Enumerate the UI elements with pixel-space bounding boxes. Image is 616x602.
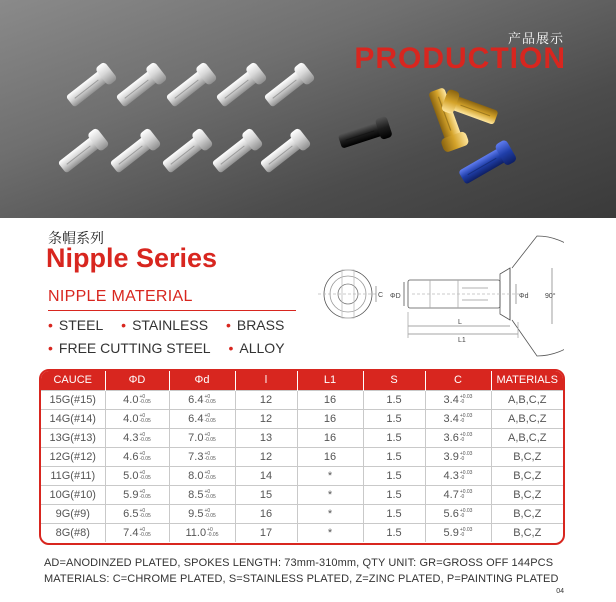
table-cell: 15 (235, 485, 297, 504)
tolerance-lower: -0 (459, 474, 465, 481)
series-title: Nipple Series (46, 243, 218, 273)
cell-value: 5.9 (123, 488, 139, 501)
cell-value: 6.4 (188, 393, 204, 406)
table-cell: * (297, 523, 363, 542)
tolerance-lower: -0.05 (207, 531, 219, 538)
table-cell (425, 428, 491, 447)
table-cell: B,C,Z (491, 485, 563, 504)
cell-value: 5.6 (443, 507, 459, 520)
table-cell: 9G(#9) (41, 504, 105, 523)
table-cell: A,B,C,Z (491, 428, 563, 447)
cell-value: 4.0 (123, 412, 139, 425)
tolerance (460, 452, 473, 462)
table-row (41, 523, 563, 542)
table-cell: 1.5 (363, 428, 425, 447)
table-cell (169, 466, 235, 485)
tolerance (139, 395, 150, 405)
tolerance (460, 528, 473, 538)
material-label: FREE CUTTING STEEL (58, 340, 211, 356)
cell-value: 4.6 (123, 450, 139, 463)
tolerance (460, 414, 473, 424)
table-cell: 8G(#8) (41, 523, 105, 542)
table-cell: 16 (297, 390, 363, 409)
tolerance-upper: +0.03 (459, 526, 473, 533)
bullet-icon: • (48, 317, 53, 333)
tolerance-upper: +0 (204, 450, 211, 457)
tolerance-upper: +0 (139, 412, 146, 419)
tolerance-lower: -0 (459, 398, 465, 405)
hero-banner (0, 0, 616, 218)
tolerance-lower: -0.05 (139, 493, 151, 500)
tolerance-lower: -0.05 (139, 417, 151, 424)
table-cell: 1.5 (363, 523, 425, 542)
tolerance-lower: -0 (459, 455, 465, 462)
tolerance-lower: -0.05 (204, 436, 216, 443)
page-number: 04 (556, 588, 564, 595)
cell-value: 7.4 (123, 526, 139, 539)
tolerance (204, 490, 215, 500)
tolerance-lower: -0.05 (139, 455, 151, 462)
tolerance (204, 414, 215, 424)
diagram-label-l: L (458, 319, 462, 326)
tolerance-lower: -0 (459, 417, 465, 424)
material-divider (48, 310, 296, 311)
table-cell (169, 504, 235, 523)
table-cell: B,C,Z (491, 466, 563, 485)
table-cell: 1.5 (363, 447, 425, 466)
tolerance-lower: -0 (459, 512, 465, 519)
material-label: STEEL (58, 317, 104, 333)
table-cell: 16 (297, 428, 363, 447)
table-cell: 10G(#10) (41, 485, 105, 504)
table-cell: 13 (235, 428, 297, 447)
table-cell: 1.5 (363, 409, 425, 428)
tolerance-upper: +0 (139, 526, 146, 533)
cell-value: 9.5 (188, 507, 204, 520)
tolerance (460, 433, 473, 443)
tolerance-upper: +0 (139, 507, 146, 514)
table-cell: * (297, 466, 363, 485)
nipple-technical-drawing (312, 228, 564, 364)
table-row (41, 409, 563, 428)
table-cell (425, 390, 491, 409)
table-cell: 1.5 (363, 504, 425, 523)
tolerance-lower: -0 (459, 436, 465, 443)
tolerance (139, 414, 150, 424)
tolerance-upper: +0.03 (459, 450, 473, 457)
tolerance-upper: +0 (204, 488, 211, 495)
diagram-label-big-d: ΦD (390, 293, 401, 300)
table-cell: 16 (235, 504, 297, 523)
table-cell: B,C,Z (491, 523, 563, 542)
tolerance (460, 509, 473, 519)
col-header-c: C (425, 371, 491, 390)
cell-value: 8.0 (188, 469, 204, 482)
tolerance-upper: +0 (204, 412, 211, 419)
col-header-materials: MATERIALS (491, 371, 563, 390)
tolerance-upper: +0 (204, 393, 211, 400)
table-row (41, 447, 563, 466)
material-item (48, 314, 103, 337)
col-header-l: l (235, 371, 297, 390)
table-cell: 12 (235, 447, 297, 466)
cell-value: 8.5 (188, 488, 204, 501)
table-cell: 1.5 (363, 485, 425, 504)
table-cell: 16 (297, 409, 363, 428)
table-row (41, 504, 563, 523)
tolerance-lower: -0 (459, 531, 465, 538)
table-cell: 12 (235, 390, 297, 409)
table-cell (105, 390, 169, 409)
col-header-big-d: ΦD (105, 371, 169, 390)
series-subtitle: 条帽系列 (48, 230, 104, 246)
bullet-icon: • (225, 317, 231, 333)
table-row (41, 485, 563, 504)
tolerance-upper: +0 (207, 526, 213, 533)
table-cell: * (297, 504, 363, 523)
tolerance-upper: +0.03 (459, 431, 473, 438)
cell-value: 11.0 (185, 526, 207, 539)
tolerance-lower: -0.05 (204, 512, 216, 519)
table-cell (425, 485, 491, 504)
cell-value: 3.9 (443, 450, 459, 463)
table-cell: 14G(#14) (41, 409, 105, 428)
col-header-l1: L1 (297, 371, 363, 390)
material-item (226, 314, 284, 337)
tolerance-lower: -0.05 (139, 512, 151, 519)
tolerance-upper: +0 (139, 488, 146, 495)
footnote-materials: MATERIALS: C=CHROME PLATED, S=STAINLESS PLATED, Z=ZINC PLATED, P=PAINTING PLATED (44, 573, 559, 585)
tolerance (204, 452, 215, 462)
cell-value: 7.3 (188, 450, 204, 463)
cell-value: 4.3 (123, 431, 139, 444)
table-header-row (41, 371, 563, 390)
tolerance (204, 433, 215, 443)
bullet-icon: • (48, 340, 53, 356)
material-list (48, 314, 318, 360)
table-cell: A,B,C,Z (491, 390, 563, 409)
table-cell: 15G(#15) (41, 390, 105, 409)
material-label: ALLOY (239, 340, 285, 356)
cell-value: 6.5 (123, 507, 139, 520)
tolerance (460, 490, 473, 500)
tolerance (204, 509, 215, 519)
table-cell (169, 485, 235, 504)
tolerance-upper: +0 (139, 469, 146, 476)
tolerance (139, 471, 150, 481)
diagram-label-l1: L1 (458, 337, 466, 344)
tolerance-upper: +0 (139, 450, 146, 457)
hero-subtitle: 产品展示 (507, 31, 564, 46)
table-cell: 13G(#13) (41, 428, 105, 447)
table-cell (105, 523, 169, 542)
table-cell (105, 466, 169, 485)
tolerance-lower: -0.05 (204, 474, 216, 481)
tolerance-lower: -0.05 (139, 436, 151, 443)
table-cell: 12 (235, 409, 297, 428)
tolerance (139, 433, 150, 443)
tolerance-upper: +0.03 (459, 488, 473, 495)
tolerance-upper: +0.03 (459, 469, 473, 476)
cell-value: 3.6 (443, 431, 459, 444)
table-cell (425, 466, 491, 485)
material-label: STAINLESS (132, 317, 209, 333)
col-header-s: S (363, 371, 425, 390)
footnote-abbreviations: AD=ANODINZED PLATED, SPOKES LENGTH: 73mm-310mm, QTY UNIT: GR=GROSS OFF 144PCS (44, 557, 554, 569)
cell-value: 7.0 (188, 431, 204, 444)
diagram-label-small-d: Φd (519, 293, 529, 300)
table-cell (105, 409, 169, 428)
tolerance-lower: -0.05 (204, 493, 216, 500)
tolerance (460, 395, 473, 405)
tolerance (460, 471, 473, 481)
tolerance-lower: -0.05 (204, 455, 216, 462)
col-header-gauge: CAUCE (41, 371, 105, 390)
material-heading: NIPPLE MATERIAL (48, 288, 193, 305)
tolerance (204, 395, 215, 405)
tolerance-upper: +0 (139, 431, 146, 438)
table-cell: 12G(#12) (41, 447, 105, 466)
cell-value: 6.4 (188, 412, 204, 425)
table-cell: 17 (235, 523, 297, 542)
bullet-icon: • (121, 317, 127, 333)
table-cell (169, 447, 235, 466)
table-cell: B,C,Z (491, 504, 563, 523)
tolerance-upper: +0 (139, 393, 146, 400)
diagram-label-c: C (378, 292, 384, 299)
diagram-label-angle: 90° (545, 293, 556, 300)
bullet-icon: • (228, 340, 234, 356)
table-cell: 1.5 (363, 466, 425, 485)
table-cell: 11G(#11) (41, 466, 105, 485)
tolerance-upper: +0.03 (459, 393, 473, 400)
tolerance-upper: +0 (204, 507, 211, 514)
table-cell (169, 523, 235, 542)
table-cell: B,C,Z (491, 447, 563, 466)
tolerance-upper: +0.03 (459, 412, 473, 419)
material-label: BRASS (236, 317, 285, 333)
table-row (41, 466, 563, 485)
table-cell: * (297, 485, 363, 504)
tolerance (204, 471, 215, 481)
tolerance (139, 490, 150, 500)
col-header-small-d: Φd (169, 371, 235, 390)
table-cell (169, 409, 235, 428)
table-cell: 16 (297, 447, 363, 466)
tolerance-lower: -0.05 (139, 474, 151, 481)
cell-value: 5.0 (123, 469, 139, 482)
tolerance-lower: -0.05 (204, 417, 216, 424)
tolerance-upper: +0 (204, 469, 211, 476)
table-cell (425, 447, 491, 466)
spec-table (39, 369, 565, 545)
table-cell: A,B,C,Z (491, 409, 563, 428)
tolerance (139, 452, 150, 462)
tolerance (139, 509, 150, 519)
table-cell (105, 485, 169, 504)
cell-value: 4.3 (443, 469, 459, 482)
cell-value: 5.9 (443, 526, 459, 539)
tolerance (207, 528, 218, 538)
tolerance-lower: -0.05 (139, 531, 151, 538)
hero-title: PRODUCTION (354, 42, 566, 75)
table-cell (169, 390, 235, 409)
table-cell: 14 (235, 466, 297, 485)
table-cell (425, 523, 491, 542)
tolerance (139, 528, 150, 538)
table-cell (105, 504, 169, 523)
table-row (41, 428, 563, 447)
table-cell (425, 504, 491, 523)
table-cell (105, 428, 169, 447)
tolerance-upper: +0.03 (459, 507, 473, 514)
table-cell (169, 428, 235, 447)
table-cell (105, 447, 169, 466)
material-item (48, 337, 211, 360)
material-item (121, 314, 208, 337)
cell-value: 4.7 (443, 488, 459, 501)
cell-value: 3.4 (443, 393, 459, 406)
tolerance-lower: -0.05 (139, 398, 151, 405)
table-cell: 1.5 (363, 390, 425, 409)
cell-value: 3.4 (443, 412, 459, 425)
table-row (41, 390, 563, 409)
material-item (228, 337, 284, 360)
tolerance-upper: +0 (204, 431, 211, 438)
cell-value: 4.0 (123, 393, 139, 406)
table-cell (425, 409, 491, 428)
tolerance-lower: -0.05 (204, 398, 216, 405)
tolerance-lower: -0 (459, 493, 465, 500)
